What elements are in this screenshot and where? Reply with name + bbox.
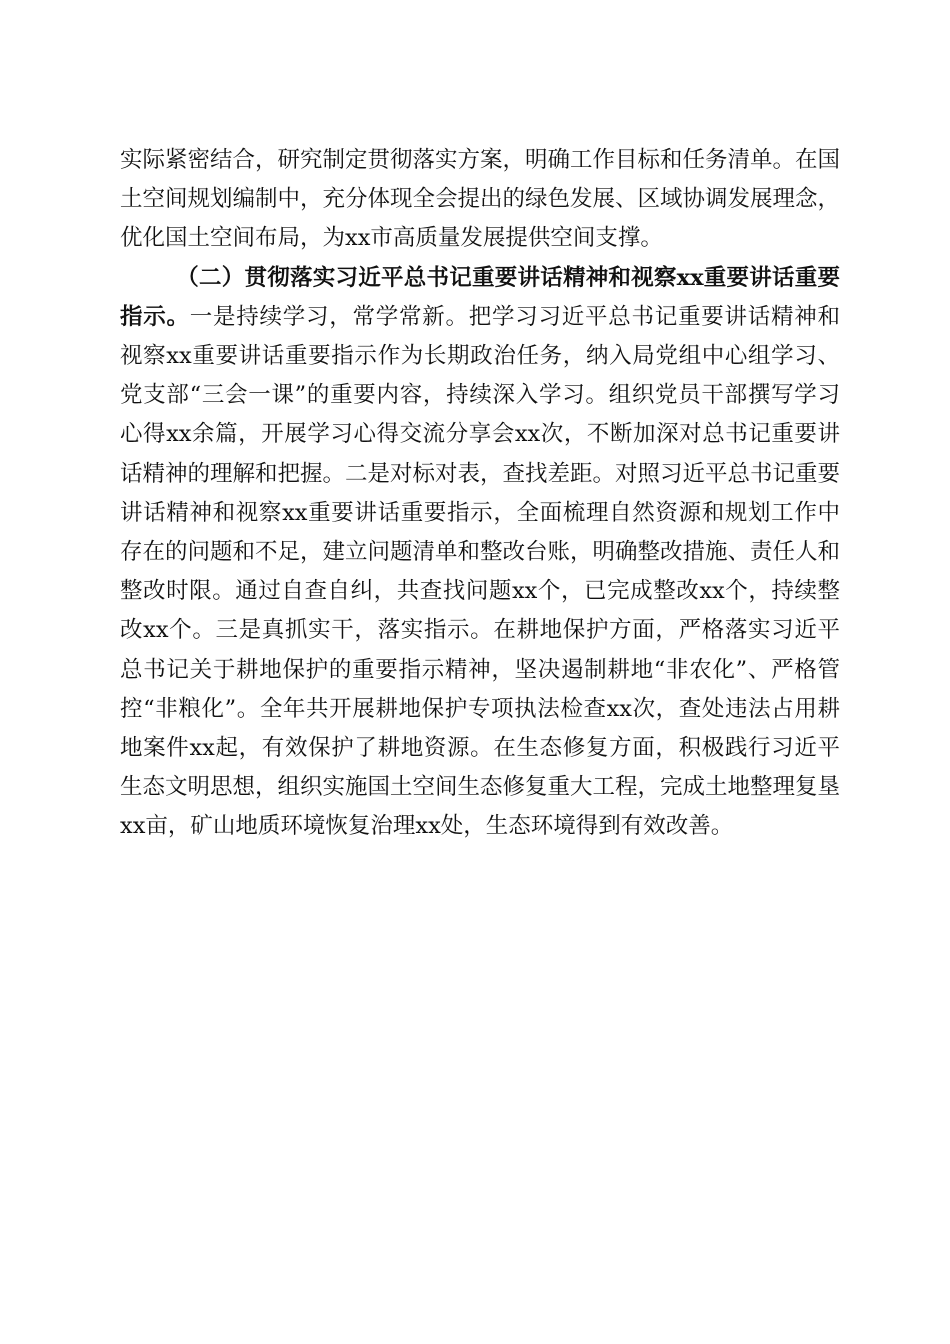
document-body: [120, 141, 840, 847]
section-body: 一是持续学习，常学常新。把学习习近平总书记重要讲话精神和视察xx重要讲话重要指示作为长期政治任务，纳入局党组中心组学习、党支部“三会一课”的重要内容，持续深入学习。组织党员干部撰写学习心得xx余篇，开展学习心得交流分享会xx次，不断加深对总书记重要讲话精神的理解和把握。二是对标对表，查找差距。对照习近平总书记重要讲话精神和视察xx重要讲话重要指示，全面梳理自然资源和规划工作中存在的问题和不足，建立问题清单和整改台账，明确整改措施、责任人和整改时限。通过自查自纠，共查找问题xx个，已完成整改xx个，持续整改xx个。三是真抓实干，落实指示。在耕地保护方面，严格落实习近平总书记关于耕地保护的重要指示精神，坚决遏制耕地“非农化”、严格管控“非粮化”。全年共开展耕地保护专项执法检查xx次，查处违法占用耕地案件xx起，有效保护了耕地资源。在生态修复方面，积极践行习近平生态文明思想，组织实施国土空间生态修复重大工程，完成土地整理复垦xx亩，矿山地质环境恢复治理xx处，生态环境得到有效改善。: [120, 303, 841, 840]
paragraph-section-two: [120, 259, 840, 847]
paragraph-continuation: 实际紧密结合，研究制定贯彻落实方案，明确工作目标和任务清单。在国土空间规划编制中，充分体现全会提出的绿色发展、区域协调发展理念，优化国土空间布局，为xx市高质量发展提供空间支撑。: [120, 147, 841, 252]
section-heading: （二）贯彻落实习近平总书记重要讲话精神和视察xx重要讲话重要指示。: [120, 264, 840, 330]
